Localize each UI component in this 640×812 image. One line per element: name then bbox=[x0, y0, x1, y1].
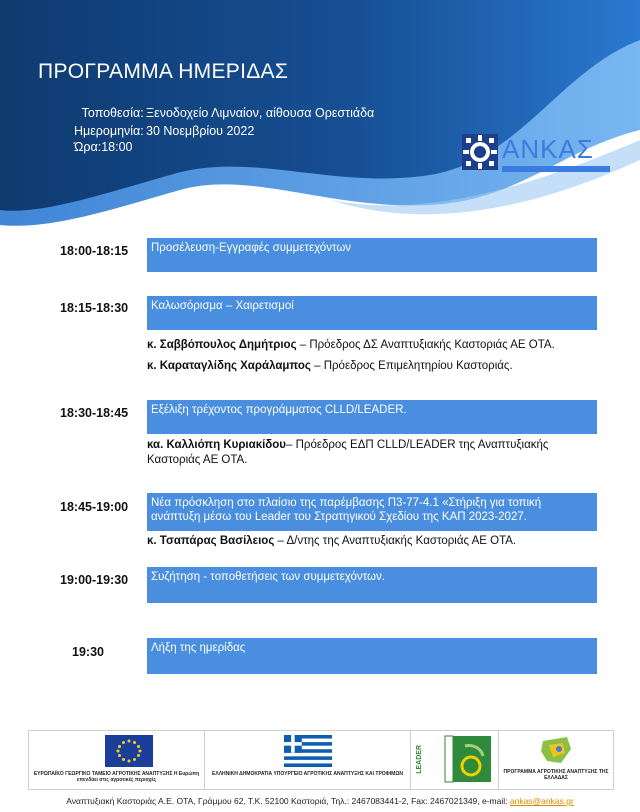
agenda-time: 18:00-18:15 bbox=[60, 244, 129, 258]
speaker-role: – Πρόεδρος ΕΔΠ CLLD/LEADER της Αναπτυξιακής Καστοριάς ΑΕ ΟΤΑ. bbox=[147, 439, 549, 466]
eu-logo-caption: ΕΥΡΩΠΑΪΚΟ ΓΕΩΡΓΙΚΟ ΤΑΜΕΙΟ ΑΓΡΟΤΙΚΗΣ ΑΝΑΠΤΥΞΗΣ Η Ευρώπη επενδύει στις αγροτικές περιοχές bbox=[33, 771, 200, 783]
sponsor-logo-leader bbox=[411, 731, 499, 789]
program-logo-icon bbox=[539, 735, 573, 765]
event-meta-labels bbox=[74, 104, 144, 140]
speaker-line bbox=[147, 534, 587, 549]
agenda-time: 18:15-18:30 bbox=[60, 301, 129, 315]
speaker-role: – Δ/ντης της Αναπτυξιακής Καστοριάς ΑΕ ΟΤΑ. bbox=[274, 535, 517, 547]
date-value: 30 Νοεμβρίου 2022 bbox=[146, 124, 255, 138]
speaker-line bbox=[147, 338, 587, 353]
sponsor-logo-program bbox=[499, 731, 613, 789]
event-meta-values bbox=[146, 104, 374, 140]
date-label: Ημερομηνία: bbox=[74, 124, 144, 138]
location-label: Τοποθεσία: bbox=[81, 106, 144, 120]
sponsor-logo-greece bbox=[205, 731, 411, 789]
speaker-role: – Πρόεδρος ΔΣ Αναπτυξιακής Καστοριάς ΑΕ ΟΤΑ. bbox=[296, 339, 555, 351]
location-value: Ξενοδοχείο Λιμναίον, αίθουσα Ορεστιάδα bbox=[146, 106, 375, 120]
speaker-name: κ. Καραταγλίδης Χαράλαμπος bbox=[147, 360, 311, 372]
agenda-title-bar: Λήξη της ημερίδας bbox=[147, 638, 597, 674]
agenda-title-bar: Συζήτηση - τοποθετήσεις των συμμετεχόντων. bbox=[147, 567, 597, 603]
greek-flag-icon bbox=[284, 735, 332, 767]
agenda-time: 19:30 bbox=[72, 645, 104, 659]
agenda-title-bar: Καλωσόρισμα – Χαιρετισμοί bbox=[147, 296, 597, 330]
sponsor-logo-eu bbox=[29, 731, 205, 789]
speaker-role: – Πρόεδρος Επιμελητηρίου Καστοριάς. bbox=[310, 360, 513, 372]
time-text: Ώρα:18:00 bbox=[74, 140, 133, 154]
speaker-line bbox=[147, 438, 587, 468]
sponsor-logos-strip bbox=[28, 730, 614, 790]
footer-contact bbox=[0, 796, 640, 806]
leader-logo-icon bbox=[443, 734, 493, 784]
agenda-title-bar: Νέα πρόσκληση στο πλαίσιο της παρέμβασης Π3-77-4.1 «Στήριξη για τοπική ανάπτυξη μέσω του Leader του Στρατηγικού Σχεδίου της ΚΑΠ 2023-2027. bbox=[147, 493, 597, 531]
email-link[interactable]: ankas@ankas.gr bbox=[509, 796, 574, 806]
agenda-time: 18:45-19:00 bbox=[60, 500, 129, 514]
speaker-line bbox=[147, 359, 587, 374]
program-logo-caption: ΠΡΟΓΡΑΜΜΑ ΑΓΡΟΤΙΚΗΣ ΑΝΑΠΤΥΞΗΣ ΤΗΣ ΕΛΛΑΔΑΣ bbox=[503, 769, 609, 781]
speaker-name: κα. Καλλιόπη Κυριακίδου bbox=[147, 439, 286, 451]
speaker-name: κ. Τσαπάρας Βασίλειος bbox=[147, 535, 275, 547]
agenda-title-bar: Προσέλευση-Εγγραφές συμμετεχόντων bbox=[147, 238, 597, 272]
speaker-name: κ. Σαββόπουλος Δημήτριος bbox=[147, 339, 297, 351]
ankas-mark-icon bbox=[462, 134, 498, 170]
agenda-time: 19:00-19:30 bbox=[60, 573, 129, 587]
leader-logo-text: LEADER bbox=[416, 745, 423, 774]
agenda-time: 18:30-18:45 bbox=[60, 406, 129, 420]
ankas-logo-underline bbox=[502, 166, 610, 172]
page-title: ΠΡΟΓΡΑΜΜΑ ΗΜΕΡΙΔΑΣ bbox=[38, 60, 289, 83]
contact-text: Αναπτυξιακή Καστοριάς Α.Ε. ΟΤΑ, Γράμμου 62, Τ.Κ. 52100 Καστοριά, Τηλ.: 2467083441-2, Fax: 2467021349, e-mail: bbox=[66, 796, 510, 806]
eu-flag-icon bbox=[105, 735, 153, 767]
ankas-logo-text: ΑΝΚΑΣ bbox=[502, 134, 594, 164]
header-banner bbox=[0, 0, 640, 240]
greece-logo-caption: ΕΛΛΗΝΙΚΗ ΔΗΜΟΚΡΑΤΙΑ ΥΠΟΥΡΓΕΙΟ ΑΓΡΟΤΙΚΗΣ ΑΝΑΠΤΥΞΗΣ ΚΑΙ ΤΡΟΦΙΜΩΝ bbox=[212, 771, 403, 777]
agenda-title-bar: Εξέλιξη τρέχοντος προγράμματος CLLD/LEADER. bbox=[147, 400, 597, 434]
ankas-logo bbox=[462, 134, 612, 178]
